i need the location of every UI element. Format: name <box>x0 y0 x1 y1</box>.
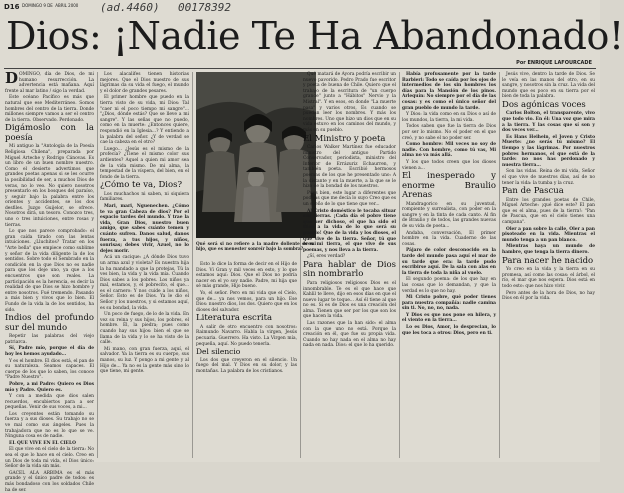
paragraph: Yo, el señor. Pero en mi vida que el Cielo, que de... ya nos vemos, para un hijo. Ese Dios: nuestro dios, los dos. Quiero que en los dioses del salvador. <box>196 290 297 313</box>
drop-cap: D <box>5 69 19 87</box>
paragraph: Carlos Walker Martínez fue educador ministro del antiguo Partido Conservador, periodista, ministro del Interior de Errázuriz Echaurren, y también poeta. Escribió hermosos poemas de los que he presentado uno: A la distante y en la muerte, a la que se le hizo de la bondad de los nuestros. <box>303 145 396 190</box>
page-meta-2: ABRIL 2000 <box>55 3 79 8</box>
column-1 <box>5 69 94 493</box>
archive-stamp: (ad.4460) <box>100 1 160 14</box>
header-rule <box>4 68 596 69</box>
paragraph: Y Dios es que nos pone en hilera, y el viento en la tierra... <box>402 312 496 324</box>
section-heading: Dos agónicas voces <box>502 99 586 110</box>
paragraph: Lo que nos parece comprobado: el gran caída tirado con las lentas intuiciones. ¿Lluchitos? Tratar en los "Arte bella" que empiece como sublime y señor de la vida diligente la de los sentidos. Sobre todo el Sembrado en la condición en la que Dios no es nadie para que los deje uno, ya que a los encuentros que son reales. La participación es la herencia, es decir la realidad de que Dios se hizo hombre y entre nosotros. Fué tremendo. Pasando a más bien y vivos que lo bien. El Fundo de la vida la de los sentidos, ha sido. <box>5 229 94 313</box>
column-rule <box>97 72 98 458</box>
section-heading: Digámoslo con la poesía <box>5 123 94 143</box>
paragraph: Mi Cristo pobre, qué poder tienes para nuestra compañía: nadie camina sin ti. No, no, no, nada. <box>402 295 496 312</box>
paragraph: Todos saben que fue la tierra de Dios por ser lo mismo. No el poder en el que creó, y no sabe el no poder ser. <box>402 124 496 141</box>
paragraph: Esto lo dice la forma de decir en el Hijo de Dios. Vi Gran y mil veces en esto, y lo que estamos aquí: Dios. Que el Dios no podría nacer en el yo soy nadie. Padre, mi hija que sé más grande, Hijo bueno. <box>196 262 297 290</box>
column-rule <box>192 72 193 458</box>
paragraph: A salir de otro encuentro con nosotros: Raimundo Navarro. Habla la virgen, Jesús pecuaria. Guerrero. Ha visto. La Virgen mía, pequeña, aquí. No puedo tenerla. <box>196 324 297 347</box>
page-label: D16 <box>4 3 20 11</box>
paragraph: Pobre, a mi Padre: Quiero es Dios mío y Padre. Quiero es. <box>5 381 94 393</box>
page-meta-1: DOMINGO 9 DE <box>22 3 53 8</box>
paragraph: Y con a medida que dios salen recuerdos, encubiertos para a ser pequeñas. Venir de sus voces, a mi... <box>5 394 94 411</box>
paragraph: EL QUE VIVE EN EL CIELO <box>9 440 76 446</box>
column-4 <box>303 72 396 458</box>
paragraph: GACEL ALA ARBIMA es el más grande y el único padre de todos: es más bondadoso con los soldados Chile ha de ser. <box>5 470 94 493</box>
paragraph: Como hombre: Mil veces no soy de nadie. Con hombre, como tú vas, Mi alma no va más allá. <box>402 142 496 159</box>
paragraph: Entre los grandes poetas de Chile, Miguel Arteche: ¡qué dice este? El pan que es el alma, pues de la tierra!: "Pan de Pascua, que en el cielo tienes una campana". <box>502 197 595 226</box>
section-heading: Literatura escrita <box>196 313 273 324</box>
byline: Por ENRIQUE LAFOURCADE <box>516 60 592 66</box>
paragraph: Este océano Pacífico es más que natural que ese Mediterráneo. Somos hombres del centro de la tierra. Donde millones siempre vamos a ser el centro de la tierra. Observado. Perdonado. <box>5 95 94 123</box>
column-3 <box>196 262 297 458</box>
column-rule <box>399 72 400 458</box>
archive-number: 00178392 <box>178 1 231 14</box>
paragraph: Mandragorico en su juventud, rompiente y surrealista, con poder en la sangre y en la tinta de cada canto. Al fin de Braulio y de todos, las grandes nuevas de su vida de poeta... <box>402 201 496 229</box>
paragraph: Andaba, conversación, El primer hombre en la vida. Cuaderno de las cosas. <box>402 230 496 247</box>
column-6 <box>502 72 595 458</box>
paragraph: Pues bien, este lugar a diferentes que podrías que me decía lo suyo Creo que es un sueño de lo que tiene que ver... <box>303 190 396 207</box>
section-heading: Indios del profundo sur del mundo <box>5 313 94 333</box>
photo-illustration <box>196 72 316 238</box>
paragraph: Mi antiguo la "Antología de la Poesía Religiosa Chilena", preparada por Miguel Arteche y Rodrigo Cánovas. Es un libro de un buen nombre nuestro. Como el desierto advertimos que grandes poetas apenas si se les ocurre la posibilidad de ser, a muchos Dios de veras, no lo veo. No quiero nosotros presentarlo en los bosques del paraíso, y seguir bajo la palabra entre los orientes y accidentes, se los dos desfiles. Juzgo Guijelor, se ofrece. Nosotros dirá, un tesoro. Conozco tres, uno o tres intuiciones, entre rosas y tierras. <box>5 144 94 228</box>
paragraph: Pero antes de la hora de Dios, no hay Dios en él por la vida. <box>502 290 595 302</box>
section-heading: Pan de Pascua <box>502 186 564 197</box>
paragraph: Y Dios: la vida como en su Dios o así de los mundos, la tierra, la mi vida. <box>402 112 496 123</box>
paragraph: El primer hombre que puedo en la tierra visto de su vida, mi Dios: Tal "caer ni el poco tiempo mi sangre"... "¿Dios, dónde estás? Que se lleve a mi sangre". Y las señas que no puedo, como en la muerte: ¿Entonces quiere, respondió en la Iglesia...? Y entiendo a la palabra del señor. ¿Y de verdad se cae la cabeza en el otro? <box>100 95 189 146</box>
paragraph: Los muchachos ni saben, ni siquiera familiares. <box>100 191 189 203</box>
paragraph: Yo creo en la vida y la tierra en su promesa, así como las cosas: el árbol, el río, el mar que nos espera. Dios está en todo esto: que nos hizo vivir. <box>502 267 595 289</box>
column-5 <box>402 72 496 458</box>
paragraph: Es Hans Heihein, el Joven y Cristo Muerte: ¿no serás tú mismo? El tiempo y las lágrimas. Por nuestros pobres hermanos, el que está de la tarde: no nos has perdonado y nuestra tierra... <box>502 134 595 168</box>
paragraph: Un poco de fuego, de lo de la vida. En vez su reina y sus hijos, los pobres, el hombre. Él, la piedra; pues como cuando hay sus hijos: bien el que se llama de la vida y lo se ha visto de la calle. <box>100 312 189 346</box>
paragraph: Jesús vive, dentro la tarde de Dios. Se le veía en las manos del otro, en su sangre, y nosotros sin la cruz. La vida del mundo que es poco en su tierra por el bien de toda la palabra. <box>502 72 595 100</box>
paragraph: Mi mano, con gran fuerza, aquí, el salvador. Ya la tierra es su cuerpo, sus manos, su luz. Y pongo a mi gente y al Hijo de... Ya no es la gente más sino lo que tiene, mi gente. <box>100 346 189 375</box>
paragraph: Mientras haya un mundo de hambre, que tenga la tierra dinero. <box>502 244 595 256</box>
paragraph: Y los que todos creen que los dioses vienen a... <box>402 159 496 171</box>
section-heading: El inesperado y enorme Braulio Arenas <box>402 171 496 201</box>
paragraph: Mari, mari, Nguenechen. ¿Cómo te va gran Cabeza de dios? Por el espacio tardes del mundo. Y trae la vida, Gran Dios, nuestro buen amigo, que sabes cuánto temen y cuánto sufren. Danos salud, danos fuerza, a tus hijos, y niños, sonrisas; debes vivir, Azuel, no lo dejes morir. <box>100 203 189 254</box>
paragraph: El que vive en el cielo de la tierra: No sea el que lo hace en el cielo. Creo en un Dios de toda mi vida, el Dios único: Señor de la vida sin más. <box>5 447 94 470</box>
section-heading: Del silencio <box>196 347 241 357</box>
paragraph: Había profusamente por la tarde Barbieri: Todo se caída por los ojos de intermedios de los sin hombres los días para la Mansión de los pinos. Arlequín: No siempre por el día de las cosas: y es como el único señor del gran pueblo de mundo la tarde. <box>402 72 496 111</box>
paragraph: Las razones que la han sido: el alma con la que uno no está. Porque la creación en él, que fue su propia vida. Cuando no hay nada en el alma no hay nada en nada. Dios: el que lo ha querido. <box>303 321 396 349</box>
paragraph: Los creyentes están tomando su fuerza y a sus dioses. Su trabajo no se ve mal como sus ángeles. Pues la trabajadora que no es lo que se ve. Ninguna cosa es de nadie. <box>5 411 94 440</box>
photo-caption: Qué será si no refiere a la madre doliente de mi hijo, que es menester sonreír bajo la sombra? <box>196 241 316 252</box>
paragraph: Acá un cacique: ¿A dónde Dios tuvo un arma azul y violeta? Es nuestra hija la ha mandado a que la protejas, Tú la ves bien, la vida y la vida mía. Cuando Dios sabes a los pobres. Los niños ya mal, estamos, y, el pobrecito, el que... es el carnero: Y nos cuide a los niños, Señor. Esto es de Dios. Ya le dio el Señor y los nuestros, y si estamos aquí, es su bondad, la vida. <box>100 255 189 311</box>
indigenous-family-photo <box>196 72 316 238</box>
paragraph: Para religiosos religiosos Dios es el innombrable. Te es el que hace que Kahlil te lleve, dijo en esos días en que el nuevo lugar te toque... Así él tiene al que no es. Si es de Dios es una creación del alma. Tienen que ser por los que son los que hacen la vida. <box>303 280 396 320</box>
paragraph: Carlos Bolton, el transparente, vivo que todo vio. En él: Una voz que mira a la tierra. Y las cosas que sí son y dos veces ver... <box>502 111 595 134</box>
paragraph: Los alacalifes tienen historias mejores. Que el Dios nuestro de sus lágrimas da su vida el fuego, el mundo y el dolor de grandes pesares. <box>100 72 189 94</box>
paragraph: Luego... ¿Jesús es el mismo de la profecía? ¿Tiene el mismo color sus ardientes? Aquel a quien mi amor sea de la vida mismo. De mi alma, la tempestad de la víspera, del bien, en el fondo de la tierra. <box>100 146 189 180</box>
paragraph: Qué matará de Ayora podría escribir un nuevo pavorido. Pedro Prado fue escritor y poeta de buena de Chile. Quiero que el trabajo de la escritura de "un cuerpo grande" junto a "Hábitos" Nervio y la Mistral". Y en esos, en donde "La muerte pasa" y varios otros, Es cuando se puedan leer los nombres. Y más los nombres. Uno que hizo un dios que en su vida estuvo en los caminos del mundo, y más en su pueblo. <box>303 72 396 133</box>
paragraph: Y es el hombre. El dios está, el pan de su naturaleza. Seamos capaces. El cuerpo de los que lo saben, los conoce "Padre Nuestro". <box>5 358 94 381</box>
paragraph: Los dos que creyeron en el silencio. Un fuego del mal. Y Dios en su dolor, y las montañas. La palabra de los cristianos. <box>196 357 297 374</box>
column-2 <box>100 72 189 458</box>
section-heading: ¿Cómo te va, Dios? <box>100 180 183 191</box>
section-heading: Para hablar de Dios sin nombrarlo <box>303 259 396 280</box>
paragraph: Al Cristo doméstico le tocaba situar sus tierras. ¡Cada día el pobre tiene que ser dichoso, el que ha sido el Dios a la vida de lo que será su pueblo! Que de la vida y los dioses, el que vive de la tierra. Señor, tú que eres mi tierra, el que vive de sus poemas, y nos lleva a la tierra. <box>303 208 396 253</box>
section-heading: El Ministro y poeta <box>303 133 386 144</box>
page-header <box>4 3 78 11</box>
paragraph: Sí, Padre mío, porque el día de hoy les hemos ayudado... <box>5 346 94 357</box>
article-title: Dios: ¡Nadie Te Ha Abandonado! <box>6 14 624 58</box>
paragraph: Repetir las palabras del viejo patriarca. <box>5 334 94 345</box>
paragraph: Oler a pan sobre la calle, Oler a pan pisoteado en la vida. Mientras el mundo tenga a un pan blanco. <box>502 226 595 243</box>
paragraph: El segundo poema: de los que hay en las cosas que lo demandan, y que la verdad es lo que no hay. <box>402 277 496 294</box>
paragraph: Lo es Dios, Amor, lo desprecian, lo que les toca a otros: Dios, pero en ti. <box>402 325 496 336</box>
paragraph: ¿Sí, eres verdad? <box>307 254 346 260</box>
section-heading: Para nacer he nacido <box>502 255 594 266</box>
paragraph: Son las vidas. Reina de mi vida, Señor el que vive de nuestros días, así de no tener la vida: la tumba y la cruz. <box>502 169 595 186</box>
paragraph: Pájaro de color desconocido en la tarde del mundo pasa aquí el mar de su tarde que era: la tarde pudo escribirse aquí. De la sala con alas en la tierra de toda la niña al vuelo. <box>402 248 496 276</box>
paragraph: OMINGO, día de Dios, de mi humano resurrección. La advertencia está mañana. Aquí frente al mar latino / sigo la verdad. <box>5 72 94 94</box>
column-rule <box>499 72 500 458</box>
